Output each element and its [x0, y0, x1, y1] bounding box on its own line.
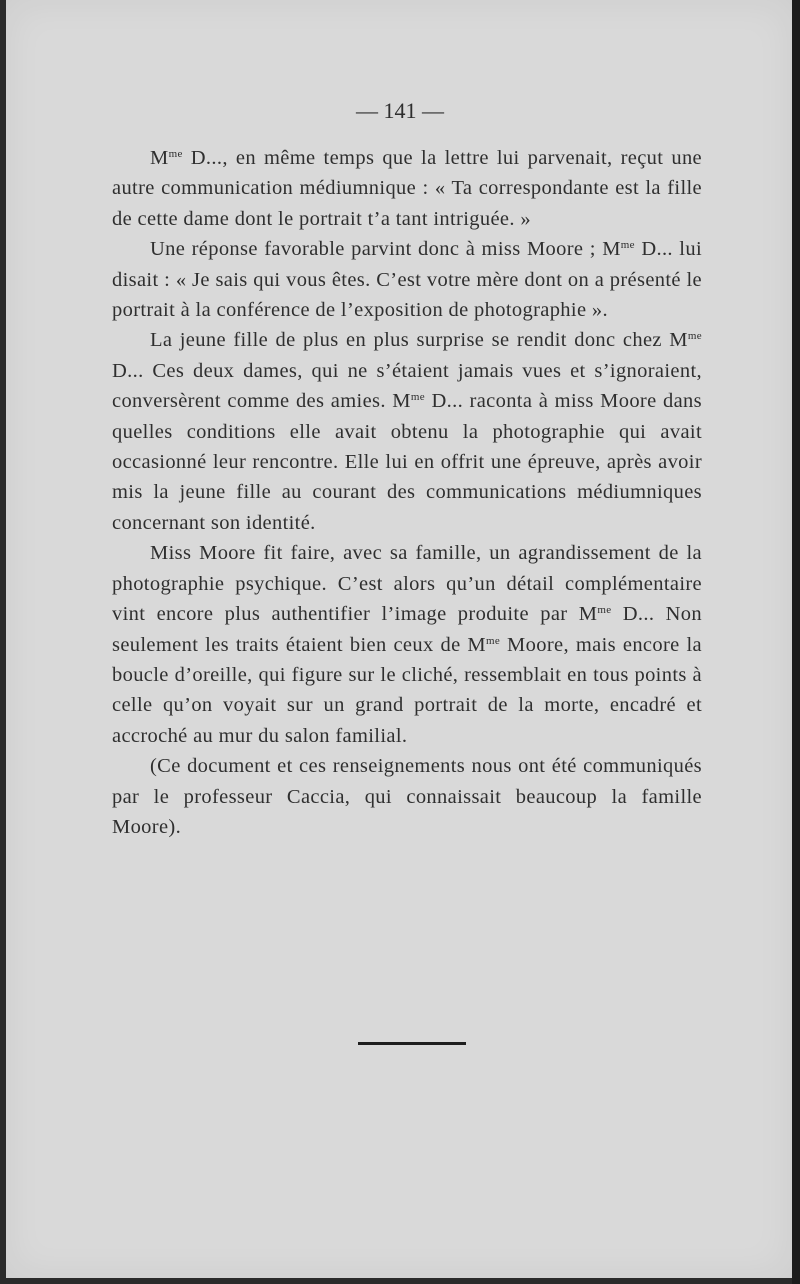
text-run: Moore, mais encore la boucle d’oreille, qui figure sur le cliché, ressemblait en tous points à celle qu’on voyait sur un grand portrait de la morte, encadré et accroché au mur du salon familial. — [112, 633, 702, 747]
paragraph — [112, 325, 702, 538]
paragraph — [112, 751, 702, 842]
end-rule — [358, 1042, 466, 1045]
text-run: Miss Moore fit faire, avec sa famille, un agrandissement de la photographie psychique. C’est alors qu’un détail complémentaire vint encore plus authentifier l’image produite par M — [112, 542, 702, 626]
superscript: me — [486, 634, 501, 647]
paragraph — [112, 538, 702, 751]
text-run: La jeune fille de plus en plus surprise se rendit donc chez M — [150, 329, 688, 352]
text-run: D... lui disait : « Je sais qui vous êtes. C’est votre mère dont on a présenté le portrait à la conférence de l’exposition de photographie ». — [112, 238, 702, 322]
superscript: me — [620, 239, 635, 252]
superscript: me — [168, 148, 183, 160]
text-run: M — [150, 147, 169, 169]
paragraph — [112, 143, 702, 234]
text-run: D..., en même temps que la lettre lui parvenait, reçut une autre communication médiumnique : « Ta correspondante est la fille de cette dame dont le portrait t’a tant intriguée. » — [112, 147, 702, 230]
paragraph — [112, 234, 702, 325]
body-text — [112, 143, 702, 842]
text-run: D... Non seulement les traits étaient bien ceux de M — [112, 603, 702, 656]
text-run: Une réponse favorable parvint donc à miss Moore ; M — [150, 238, 621, 261]
page-edge-shadow — [792, 0, 800, 1284]
text-run: D... raconta à miss Moore dans quelles conditions elle avait obtenu la photographie qui avait occasionné leur rencontre. Elle lui en offrit une épreuve, après avoir mis la jeune fille au courant des communications médiumniques concernant son identité. — [112, 390, 702, 534]
text-run: (Ce document et ces renseignements nous ont été communiqués par le professeur Caccia, qui connaissait beaucoup la famille Moore). — [112, 755, 702, 838]
superscript: me — [410, 391, 426, 404]
superscript: me — [687, 330, 702, 343]
text-run: D... Ces deux dames, qui ne s’étaient jamais vues et s’ignoraient, conversèrent comme des amies. M — [112, 359, 702, 413]
page-number: — 141 — — [356, 98, 444, 123]
superscript: me — [597, 604, 612, 617]
